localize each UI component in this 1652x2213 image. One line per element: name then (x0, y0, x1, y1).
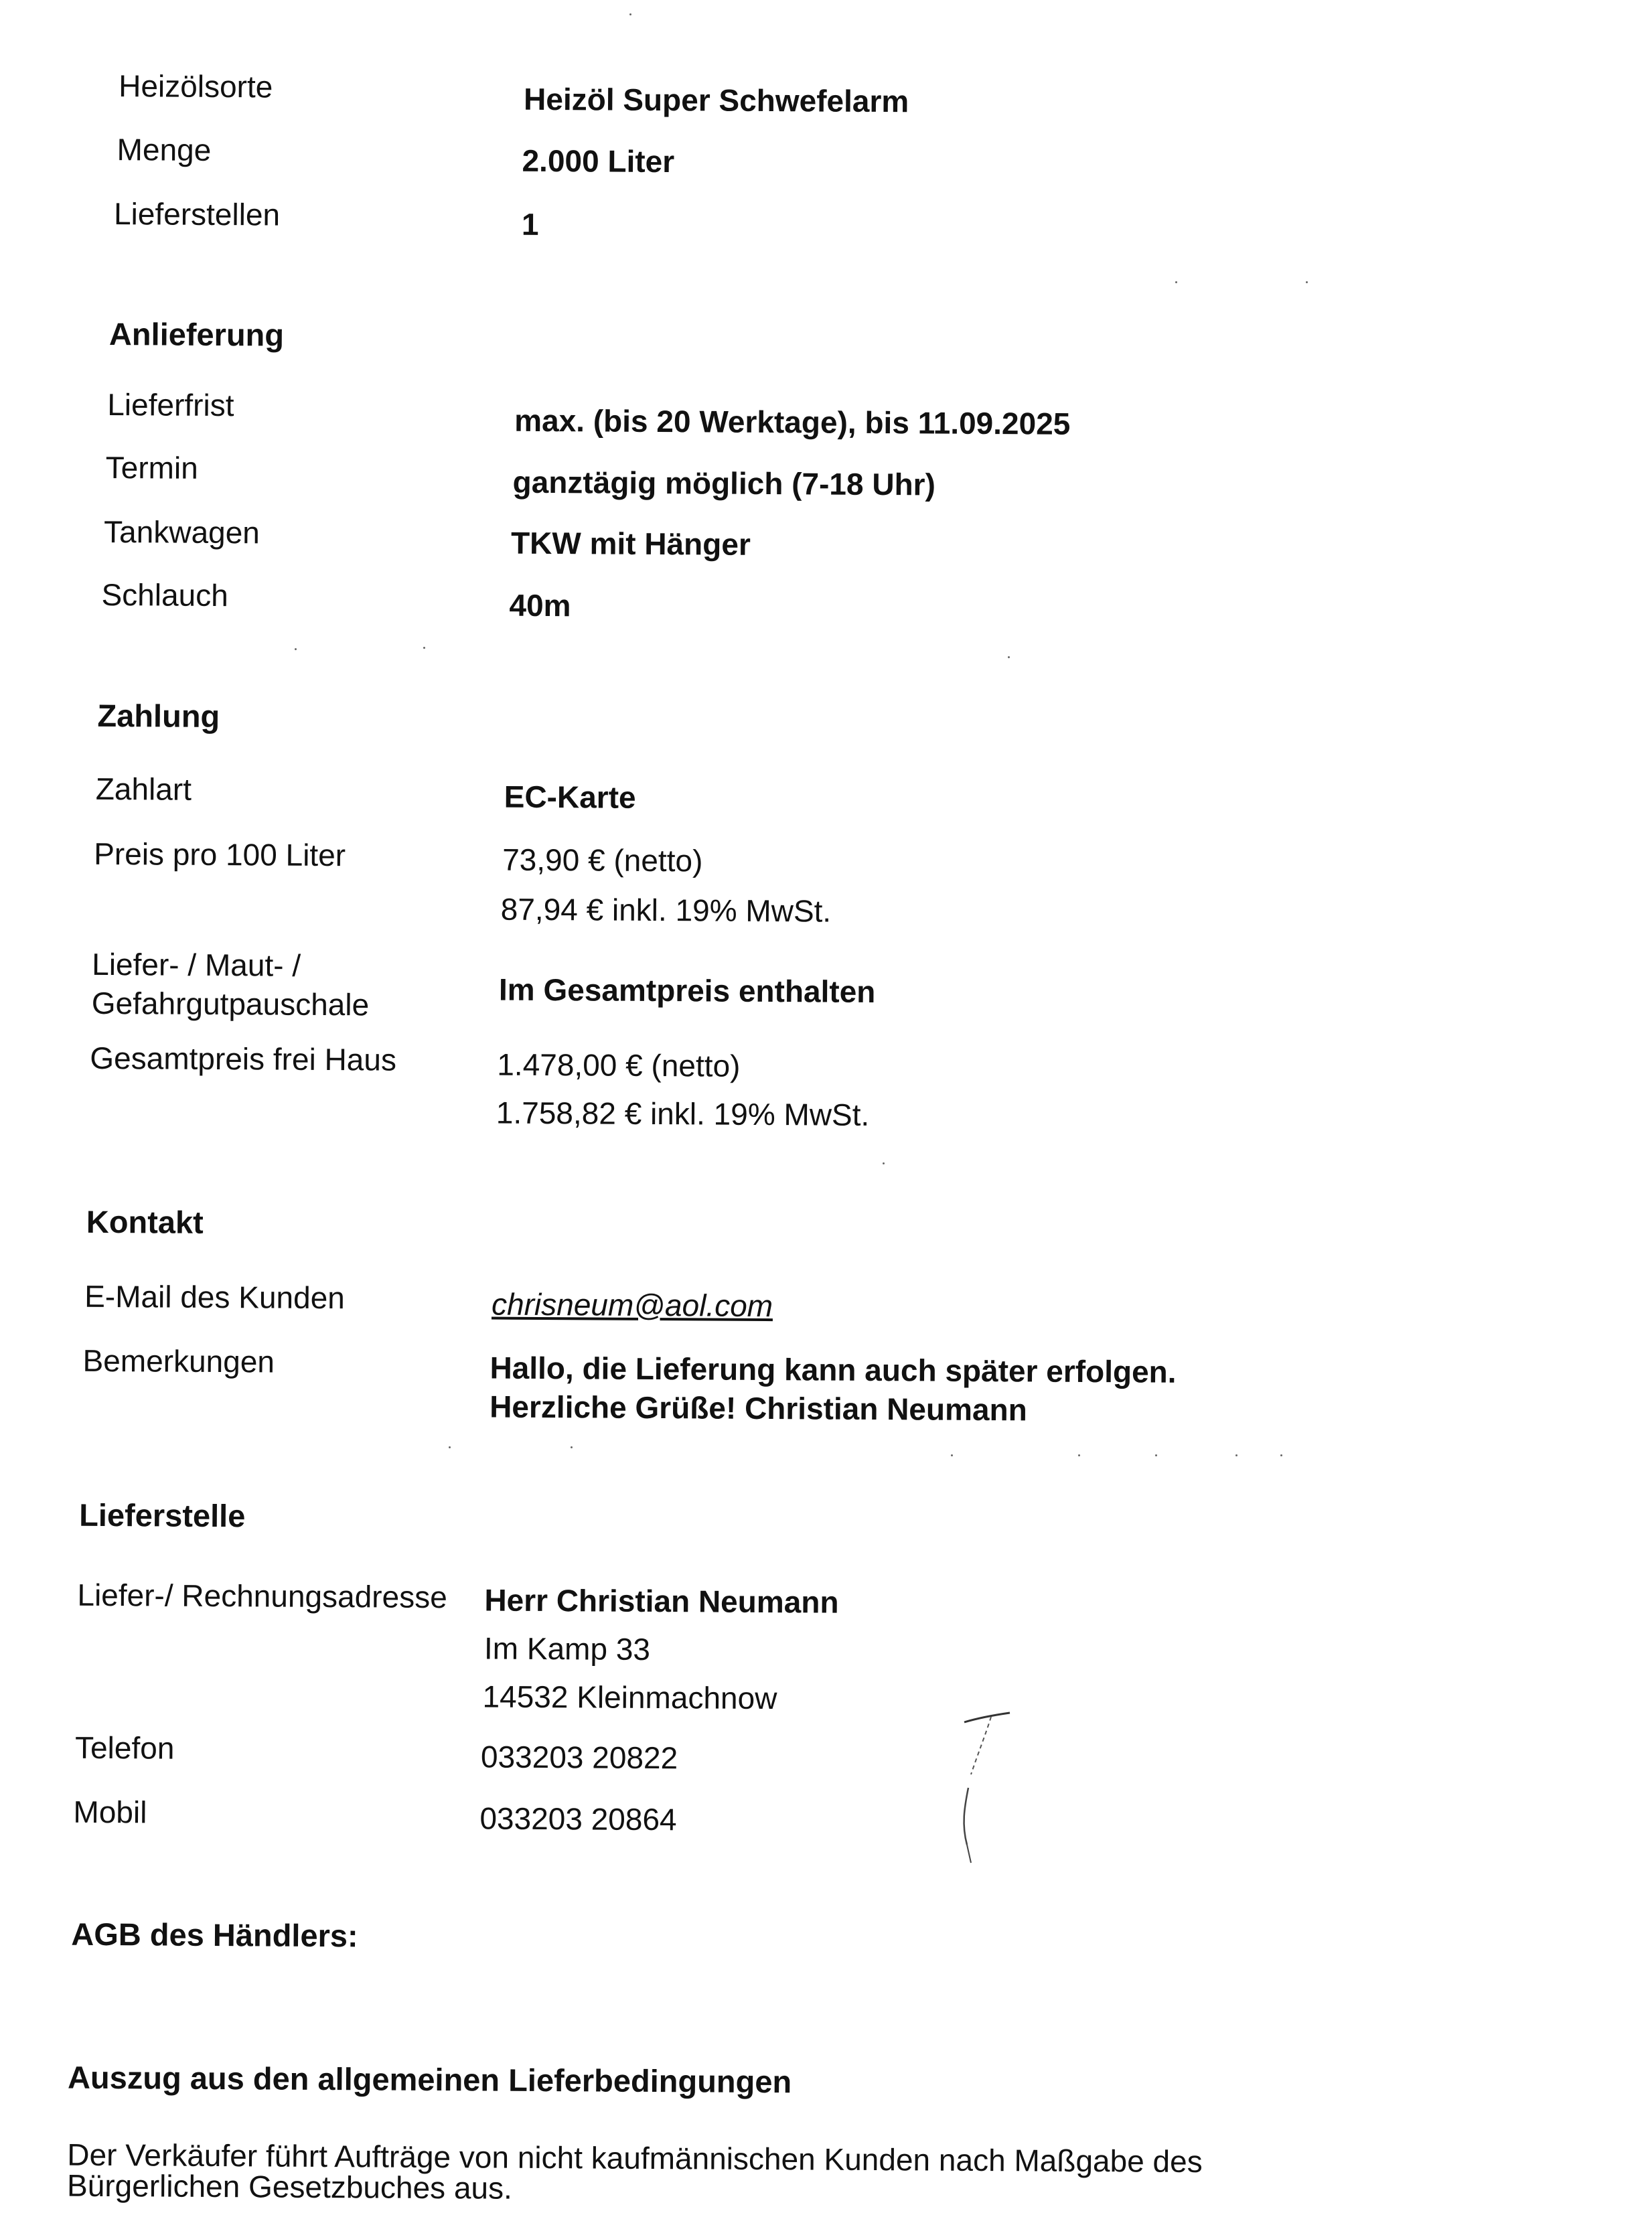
value-zahlart: EC-Karte (504, 779, 636, 815)
value-price-gross: 87,94 € inkl. 19% MwSt. (500, 891, 832, 929)
label-termin: Termin (105, 449, 198, 485)
scan-speck (951, 1454, 953, 1456)
value-email-link[interactable]: chrisneum@aol.com (491, 1286, 773, 1324)
heading-lieferstelle: Lieferstelle (79, 1497, 246, 1534)
value-total-net: 1.478,00 € (netto) (497, 1047, 741, 1083)
value-price-net: 73,90 € (netto) (502, 842, 703, 879)
value-address-city: 14532 Kleinmachnow (482, 1679, 777, 1716)
label-tankwagen: Tankwagen (103, 514, 260, 550)
heading-excerpt: Auszug aus den allgemeinen Lieferbedingungen (67, 2059, 792, 2100)
value-schlauch: 40m (509, 587, 571, 623)
product-section (0, 0, 1652, 242)
scan-speck (423, 647, 425, 649)
label-gesamtpreis: Gesamtpreis frei Haus (90, 1040, 397, 1077)
label-fees-line1: Liefer- / Maut- / (92, 946, 301, 983)
label-lieferstellen: Lieferstellen (113, 196, 281, 232)
heading-agb: AGB des Händlers: (71, 1916, 358, 1954)
label-bemerkungen: Bemerkungen (82, 1343, 275, 1379)
scan-speck (1280, 1454, 1282, 1456)
label-preis-pro-100-liter: Preis pro 100 Liter (94, 836, 346, 873)
value-address-street: Im Kamp 33 (483, 1630, 651, 1667)
value-telefon: 033203 20822 (480, 1739, 678, 1776)
value-remarks-line1: Hallo, die Lieferung kann auch später erfolgen. (490, 1350, 1177, 1389)
value-remarks-line2: Herzliche Grüße! Christian Neumann (490, 1389, 1027, 1428)
label-fees-line2: Gefahrgutpauschale (91, 985, 370, 1022)
value-termin: ganztägig möglich (7-18 Uhr) (512, 464, 936, 502)
value-tankwagen: TKW mit Hänger (510, 525, 751, 562)
scan-speck (629, 13, 631, 15)
value-lieferfrist: max. (bis 20 Werktage), bis 11.09.2025 (514, 402, 1071, 441)
scan-speck (449, 1446, 451, 1448)
terms-paragraph-line1: Der Verkäufer führt Aufträge von nicht kaufmännischen Kunden nach Maßgabe des (67, 2137, 1203, 2180)
heading-zahlung: Zahlung (97, 697, 220, 735)
heading-kontakt: Kontakt (86, 1203, 204, 1240)
scan-speck (295, 648, 297, 650)
terms-paragraph-line2: Bürgerlichen Gesetzbuches aus. (66, 2167, 513, 2206)
label-lieferfrist: Lieferfrist (107, 386, 234, 423)
label-heizoelsorte: Heizölsorte (119, 68, 273, 104)
scan-speck (1175, 281, 1177, 283)
label-mobil: Mobil (73, 1794, 147, 1830)
scan-speck (1306, 281, 1308, 283)
scan-speck (1008, 656, 1010, 658)
label-telefon: Telefon (74, 1730, 175, 1766)
heading-anlieferung: Anlieferung (108, 316, 285, 353)
scan-speck (571, 1446, 573, 1448)
label-menge: Menge (117, 132, 212, 167)
pen-stroke-mark (937, 1707, 1018, 1868)
label-zahlart: Zahlart (95, 771, 192, 807)
value-lieferstellen: 1 (521, 206, 539, 242)
value-heizoelsorte: Heizöl Super Schwefelarm (523, 81, 909, 119)
value-mobil: 033203 20864 (479, 1801, 677, 1837)
scan-speck (1155, 1454, 1157, 1456)
label-address: Liefer-/ Rechnungsadresse (77, 1577, 447, 1615)
value-menge: 2.000 Liter (522, 143, 675, 179)
scan-speck (1078, 1454, 1080, 1456)
value-address-name: Herr Christian Neumann (484, 1582, 839, 1620)
value-total-gross: 1.758,82 € inkl. 19% MwSt. (496, 1095, 870, 1132)
label-email: E-Mail des Kunden (84, 1278, 346, 1316)
label-schlauch: Schlauch (101, 577, 228, 613)
scan-speck (1235, 1454, 1237, 1456)
scan-speck (883, 1162, 885, 1164)
value-fees: Im Gesamtpreis enthalten (498, 972, 876, 1010)
